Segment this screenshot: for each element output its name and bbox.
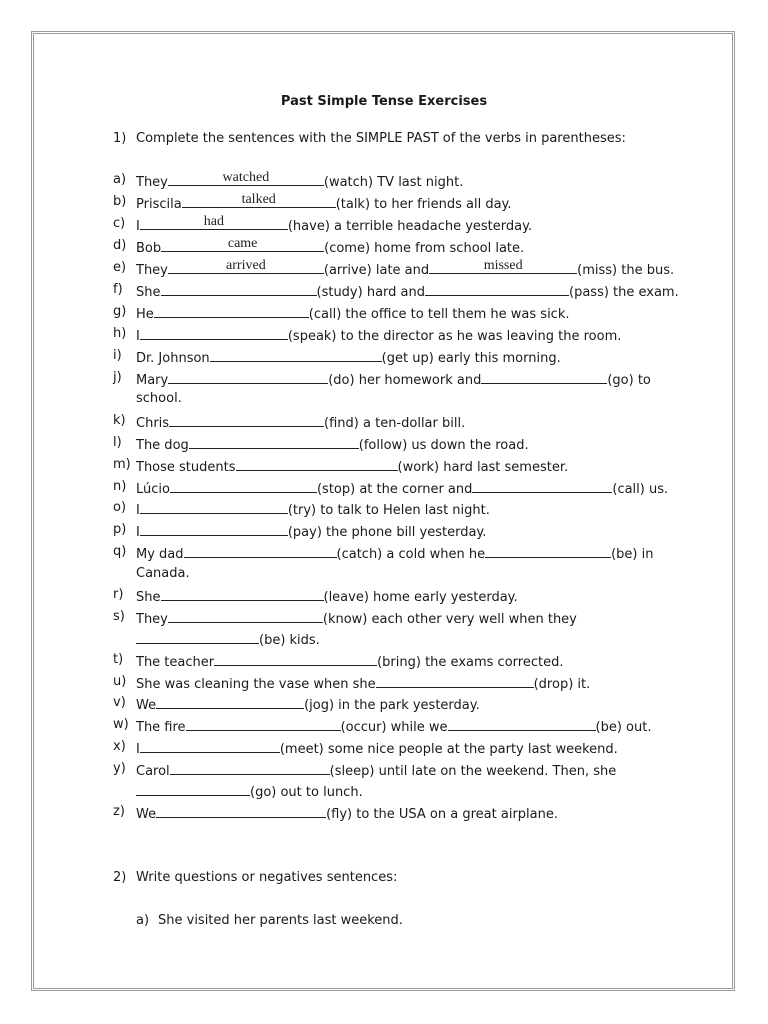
- item-label: j): [113, 370, 122, 385]
- answer-blank[interactable]: [425, 281, 569, 296]
- exercise-item-l: [136, 434, 529, 454]
- page-title: Past Simple Tense Exercises: [280, 94, 488, 109]
- answer-blank[interactable]: [168, 369, 328, 384]
- answer-blank[interactable]: [161, 237, 324, 252]
- exercise-item-t: [136, 651, 563, 671]
- answer-blank[interactable]: [472, 478, 612, 493]
- answer-blank[interactable]: [429, 259, 577, 274]
- answer-blank[interactable]: [214, 651, 377, 666]
- item-text: (be) in: [611, 547, 654, 562]
- item-label: t): [113, 652, 124, 667]
- answer-blank[interactable]: [168, 171, 324, 186]
- item-text: (go) to: [607, 373, 651, 388]
- item-label: g): [113, 304, 127, 319]
- answer-blank[interactable]: [140, 738, 280, 753]
- item-text: (catch) a cold when he: [336, 547, 486, 562]
- item-label: e): [113, 260, 127, 275]
- answer-blank[interactable]: [140, 325, 288, 340]
- item-label: s): [113, 609, 125, 624]
- exercise-item-a: [136, 171, 463, 191]
- item-text: (occur) while we: [340, 720, 448, 735]
- exercise-item-k: [136, 412, 465, 432]
- exercise-item-e: [136, 259, 674, 279]
- answer-text: watched: [222, 170, 270, 185]
- answer-blank[interactable]: [182, 193, 336, 208]
- answer-text: talked: [241, 192, 276, 207]
- item-text: The fire: [136, 720, 186, 735]
- item-text: (be) out.: [595, 720, 652, 735]
- item-text: I: [136, 525, 140, 540]
- item-text: (speak) to the director as he was leaving the room.: [287, 329, 622, 344]
- item-text: Bob: [136, 241, 162, 256]
- item-text: (study) hard and: [316, 285, 425, 300]
- answer-blank[interactable]: [140, 499, 288, 514]
- exercise-item-u: [136, 673, 590, 693]
- item-label: i): [113, 348, 122, 363]
- item-text: (find) a ten-dollar bill.: [324, 416, 466, 431]
- item-label: m): [113, 457, 131, 472]
- item-text: She: [136, 590, 161, 605]
- item-text: (leave) home early yesterday.: [323, 590, 518, 605]
- answer-text: missed: [483, 258, 523, 273]
- item-label: r): [113, 587, 124, 602]
- item-text: We: [136, 698, 157, 713]
- item-text: Those students: [136, 460, 236, 475]
- item-label: u): [113, 674, 127, 689]
- item-text: (watch) TV last night.: [323, 175, 464, 190]
- item-label: q): [113, 544, 127, 559]
- exercise-item-x: [136, 738, 618, 758]
- item-text: (call) the office to tell them he was sick.: [308, 307, 570, 322]
- item-label: x): [113, 739, 126, 754]
- item-text: Priscila: [136, 197, 182, 212]
- answer-blank[interactable]: [161, 586, 324, 601]
- exercise-item-s: [136, 608, 577, 628]
- answer-blank[interactable]: [184, 543, 337, 558]
- exercise-item-d: [136, 237, 524, 257]
- answer-blank[interactable]: [161, 281, 317, 296]
- item-text: (know) each other very well when they: [322, 612, 577, 627]
- item-label: a): [113, 172, 127, 187]
- answer-blank[interactable]: [236, 456, 398, 471]
- answer-blank[interactable]: [154, 303, 309, 318]
- item-text: (stop) at the corner and: [316, 482, 473, 497]
- item-continuation: school.: [136, 391, 182, 406]
- item-text: (get up) early this morning.: [381, 351, 561, 366]
- item-text: (try) to talk to Helen last night.: [287, 503, 490, 518]
- exercise-item-j: [136, 369, 651, 389]
- question-1-number: 1): [113, 131, 127, 146]
- item-text: (meet) some nice people at the party last weekend.: [279, 742, 618, 757]
- exercise-item-q: [136, 543, 653, 563]
- item-text: (jog) in the park yesterday.: [304, 698, 480, 713]
- item-label: f): [113, 282, 123, 297]
- exercise-item-w: [136, 716, 651, 736]
- answer-blank[interactable]: [448, 716, 596, 731]
- question-2-text: Write questions or negatives sentences:: [136, 870, 398, 885]
- item-text: (sleep) until late on the weekend. Then, she: [329, 764, 617, 779]
- answer-blank[interactable]: [186, 716, 341, 731]
- item-text: We: [136, 807, 157, 822]
- item-text: Lúcio: [136, 482, 170, 497]
- exercise-item-y-continued: [136, 781, 363, 801]
- item-text: (come) home from school late.: [324, 241, 525, 256]
- item-text: I: [136, 219, 140, 234]
- item-continuation: Canada.: [136, 566, 190, 581]
- item-text: My dad: [136, 547, 184, 562]
- item-label: o): [113, 500, 127, 515]
- item-text: The teacher: [136, 655, 215, 670]
- exercise-item-h: [136, 325, 621, 345]
- answer-text: came: [227, 236, 258, 251]
- answer-blank[interactable]: [376, 673, 534, 688]
- item-text: They: [136, 175, 168, 190]
- exercise-item-z: [136, 803, 558, 823]
- item-text: He: [136, 307, 154, 322]
- item-label: d): [113, 238, 127, 253]
- exercise-item-i: [136, 347, 561, 367]
- item-label: z): [113, 804, 125, 819]
- item-label: w): [113, 717, 129, 732]
- item-label: h): [113, 326, 127, 341]
- answer-blank[interactable]: [169, 412, 324, 427]
- item-text: (have) a terrible headache yesterday.: [287, 219, 533, 234]
- exercise-item-y: [136, 760, 616, 780]
- exercise-item-b: [136, 193, 512, 213]
- answer-text: arrived: [226, 258, 266, 273]
- answer-blank[interactable]: [156, 803, 326, 818]
- answer-blank[interactable]: [140, 215, 288, 230]
- item-text: They: [136, 612, 168, 627]
- answer-blank[interactable]: [210, 347, 382, 362]
- exercise-item-m: [136, 456, 568, 476]
- item-label: b): [113, 194, 127, 209]
- item-label: k): [113, 413, 126, 428]
- item-text: (go) out to lunch.: [250, 785, 363, 800]
- answer-blank[interactable]: [170, 478, 317, 493]
- item-text: I: [136, 503, 140, 518]
- item-text: Carol: [136, 764, 170, 779]
- item-label: p): [113, 522, 127, 537]
- item-text: (talk) to her friends all day.: [335, 197, 512, 212]
- question-2-sub-text: She visited her parents last weekend.: [158, 913, 403, 928]
- answer-blank[interactable]: [481, 369, 607, 384]
- exercise-item-s-continued: [136, 629, 320, 649]
- item-text: Mary: [136, 373, 169, 388]
- exercise-item-r: [136, 586, 518, 606]
- question-2-number: 2): [113, 870, 127, 885]
- exercise-item-v: [136, 694, 480, 714]
- answer-blank[interactable]: [136, 629, 259, 644]
- item-label: v): [113, 695, 126, 710]
- item-label: n): [113, 479, 127, 494]
- item-text: She: [136, 285, 161, 300]
- exercise-item-c: [136, 215, 532, 235]
- exercise-item-g: [136, 303, 570, 323]
- item-text: She was cleaning the vase when she: [136, 677, 376, 692]
- item-text: (bring) the exams corrected.: [377, 655, 564, 670]
- item-text: (do) her homework and: [328, 373, 482, 388]
- item-text: (miss) the bus.: [577, 263, 675, 278]
- answer-blank[interactable]: [170, 760, 330, 775]
- answer-blank[interactable]: [168, 608, 323, 623]
- item-text: (arrive) late and: [323, 263, 430, 278]
- answer-blank[interactable]: [136, 781, 250, 796]
- item-label: l): [113, 435, 122, 450]
- item-text: They: [136, 263, 168, 278]
- exercise-item-n: [136, 478, 668, 498]
- question-2-sub-label: a): [136, 913, 150, 928]
- item-text: (fly) to the USA on a great airplane.: [326, 807, 558, 822]
- answer-blank[interactable]: [189, 434, 359, 449]
- item-text: I: [136, 742, 140, 757]
- item-text: Dr. Johnson: [136, 351, 210, 366]
- item-text: I: [136, 329, 140, 344]
- exercise-item-p: [136, 521, 486, 541]
- answer-blank[interactable]: [156, 694, 304, 709]
- answer-blank[interactable]: [168, 259, 324, 274]
- exercise-item-f: [136, 281, 679, 301]
- answer-blank[interactable]: [140, 521, 288, 536]
- item-text: (work) hard last semester.: [397, 460, 569, 475]
- answer-blank[interactable]: [485, 543, 611, 558]
- item-text: Chris: [136, 416, 170, 431]
- item-text: (be) kids.: [259, 633, 320, 648]
- item-text: (pass) the exam.: [569, 285, 679, 300]
- item-label: c): [113, 216, 126, 231]
- item-text: (drop) it.: [533, 677, 591, 692]
- exercise-item-o: [136, 499, 490, 519]
- question-1-text: Complete the sentences with the SIMPLE PAST of the verbs in parentheses:: [136, 131, 626, 146]
- item-text: The dog: [136, 438, 189, 453]
- item-text: (follow) us down the road.: [358, 438, 529, 453]
- answer-text: had: [203, 214, 224, 229]
- item-label: y): [113, 761, 126, 776]
- item-text: (pay) the phone bill yesterday.: [287, 525, 487, 540]
- item-text: (call) us.: [612, 482, 669, 497]
